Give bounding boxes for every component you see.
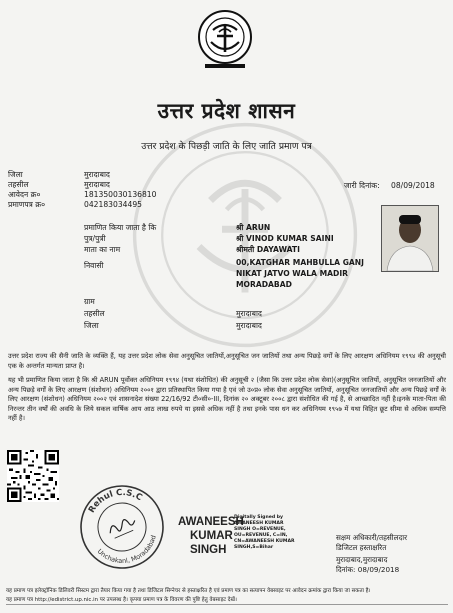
- authority-date: दिनांक: 08/09/2018: [336, 565, 400, 574]
- details-district-label: जिला: [84, 321, 99, 330]
- tehsil-value: मुरादाबाद: [84, 180, 110, 189]
- digital-sign-line-1: Digitally Signed by: [234, 515, 284, 520]
- details-tehsil-value: मुरादाबाद: [236, 309, 262, 318]
- stamp-bottom-text: Unchakanl, Moradabad: [95, 534, 158, 565]
- certificate-subtitle: उत्तर प्रदेश के पिछड़ी जाति के लिए जाति प्रमाण पत्र: [141, 141, 312, 152]
- application-number-label: आवेदन क्र०: [8, 190, 41, 199]
- digital-sign-line-5: CN=AWANEESH KUMAR: [234, 539, 295, 544]
- signer-name-line-2: KUMAR: [190, 530, 233, 542]
- caste-declaration-paragraph: उत्तर प्रदेश राज्य की सैनी जाति के व्यक्ति हैं, यह उत्तर प्रदेश लोक सेवा अनुसूचित जातियों,अनुसूचित जन जातियों तथा अन्य पिछड़े वर्गों के लिए आरक्षण अधिनियम १९९४ की अनुसूची एक के अन्तर्गत मान्यता प्राप्त है।: [8, 352, 446, 370]
- authority-location: मुरादाबाद,मुरादाबाद: [336, 555, 388, 564]
- authority-digital-signed: डिजिटल हस्ताक्षरित: [336, 543, 387, 552]
- address-line-3: MORADABAD: [236, 280, 292, 289]
- details-district-value: मुरादाबाद: [236, 321, 262, 330]
- mother-name: श्रीमती DAYAWATI: [236, 245, 300, 254]
- district-value: मुरादाबाद: [84, 170, 110, 179]
- address-line-1: 00,KATGHAR MAHBULLA GANJ: [236, 258, 364, 267]
- son-daughter-label: पुत्र/पुत्री: [84, 234, 106, 243]
- address-line-2: NIKAT JATVO WALA MADIR: [236, 269, 348, 278]
- issue-date-value: 08/09/2018: [391, 181, 435, 190]
- digital-sign-line-6: SINGH,S=Bihar: [234, 545, 274, 550]
- signer-name-line-1: AWANEESH: [178, 516, 244, 528]
- digital-sign-line-3: SINGH O=REVENUE,: [234, 527, 286, 532]
- digital-sign-line-4: OU=REVENUE, C=IN,: [234, 533, 288, 538]
- residence-label: निवासी: [84, 261, 104, 270]
- application-number-value: 181350030136810: [84, 190, 157, 199]
- signer-name-line-3: SINGH: [190, 544, 227, 556]
- mother-label: माता का नाम: [84, 245, 121, 254]
- csc-rubber-stamp: [79, 484, 165, 570]
- footer-note-2: यह प्रमाण पत्र http://edistrict.up.nic.in पर उपलब्ध है। कृपया प्रमाण पत्र के विवरण की पुष्टि हेतु वेबसाइट देखें।: [6, 596, 448, 605]
- father-name: श्री VINOD KUMAR SAINI: [236, 234, 334, 243]
- creamy-layer-paragraph: यह भी प्रमाणित किया जाता है कि श्री ARUN पूर्वोक्त अधिनियम १९९४ (यथा संशोधित) की अनुसूची २ (जैसा कि उत्तर प्रदेश लोक सेवा)(अनुसूचित जातियों, अनुसूचित जनजातियों और अन्य पिछड़े वर्गों के लिए आरक्षण (संशोधन) अधिनियम २००१ द्वारा प्रतिस्थापित किया गया है एवं जो उ०प्र० लोक सेवा अनुसूचित जातियों, अनुसूचित जनजातियों और अन्य पिछड़े वर्गों के लिए आरक्षण (संशोधन) अधिनियम २००२ एवं शासनादेश संख्या 22/16/92 टी०सी०-III, दिनांक २० अक्टूबर २००८ द्वारा संशोधित की गई है, से आच्छादित नहीं है।इनके माता-पिता की निरन्तर तीन वर्षों की अवधि के लिये सकल वार्षिक आय आठ लाख रुपये या इससे अधिक नहीं है तथा इनके पास धन कर अधिनियम १९५७ में यथा विहित छूट सीमा से अधिक सम्पत्ति नहीं है।: [8, 376, 446, 423]
- stamp-top-text: Rehul C.S.C: [86, 487, 144, 515]
- details-tehsil-label: तहसील: [84, 309, 105, 318]
- authority-title: सक्षम अधिकारी/तहसीलदार: [336, 533, 408, 542]
- up-government-emblem: [197, 8, 253, 70]
- qr-code: [7, 450, 59, 502]
- issue-date-label: जारी दिनांक:: [344, 181, 380, 190]
- holder-name: श्री ARUN: [236, 223, 271, 232]
- village-label: ग्राम: [84, 297, 95, 306]
- certificate-title: उत्तर प्रदेश शासन: [157, 98, 296, 123]
- district-label: जिला: [8, 170, 23, 179]
- certify-label: प्रमाणित किया जाता है कि: [84, 223, 157, 232]
- tehsil-label: तहसील: [8, 180, 29, 189]
- digital-sign-line-2: AWANEESH KUMAR: [234, 521, 284, 526]
- certificate-number-value: 042183034495: [84, 200, 142, 209]
- footer-note-1: यह प्रमाण पत्र इलेक्ट्रॉनिक डिलिवरी सिस्टम द्वारा तैयार किया गया है तथा डिजिटल सिग्नेचर से हस्ताक्षरित है एवं प्रमाण पत्र का सत्यापन वेबसाइट पर आवेदन क्रमांक द्वारा किया जा सकता है।: [6, 588, 371, 594]
- applicant-photo: [381, 205, 439, 272]
- certificate-number-label: प्रमाणपत्र क्र०: [8, 200, 46, 209]
